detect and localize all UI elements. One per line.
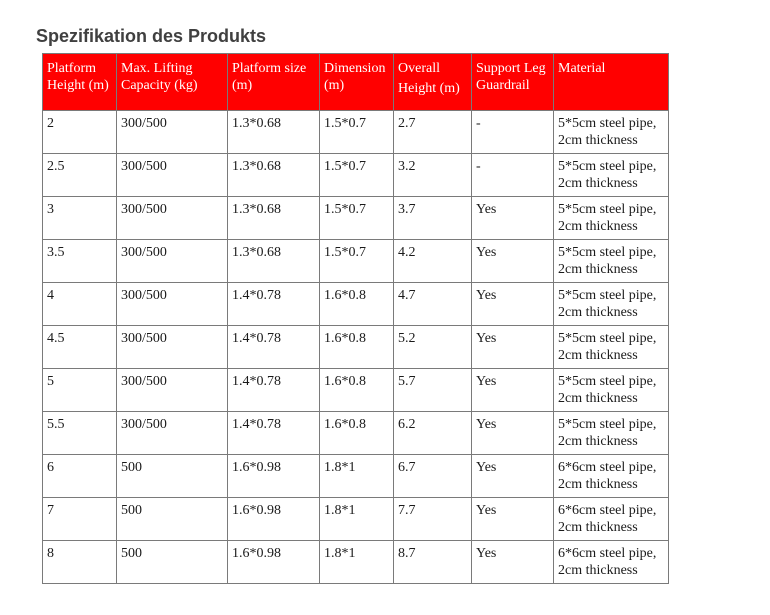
cell-platform-height: 7 (43, 498, 117, 541)
cell-support-leg-guardrail: Yes (472, 498, 554, 541)
cell-dimension: 1.5*0.7 (320, 197, 394, 240)
header-platform-height: Platform Height (m) (43, 54, 117, 111)
cell-platform-size: 1.3*0.68 (228, 240, 320, 283)
table-row (43, 455, 669, 498)
cell-overall-height: 7.7 (394, 498, 472, 541)
cell-max-lifting-capacity: 300/500 (117, 111, 228, 154)
cell-platform-size: 1.6*0.98 (228, 455, 320, 498)
cell-platform-size: 1.3*0.68 (228, 154, 320, 197)
header-max-lifting-capacity: Max. Lifting Capacity (kg) (117, 54, 228, 111)
material-line-1: 5*5cm steel pipe, (558, 288, 657, 303)
table-row (43, 283, 669, 326)
cell-max-lifting-capacity: 300/500 (117, 154, 228, 197)
material-line-1: 5*5cm steel pipe, (558, 374, 657, 389)
material-line-1: 6*6cm steel pipe, (558, 546, 657, 561)
material-line-1: 6*6cm steel pipe, (558, 503, 657, 518)
table-row (43, 541, 669, 584)
cell-dimension: 1.5*0.7 (320, 240, 394, 283)
material-line-2: 2cm thickness (558, 262, 638, 277)
cell-overall-height: 5.7 (394, 369, 472, 412)
table-row (43, 154, 669, 197)
cell-platform-size: 1.4*0.78 (228, 283, 320, 326)
cell-support-leg-guardrail: Yes (472, 455, 554, 498)
material-line-1: 6*6cm steel pipe, (558, 460, 657, 475)
cell-overall-height: 5.2 (394, 326, 472, 369)
cell-max-lifting-capacity: 500 (117, 541, 228, 584)
material-line-2: 2cm thickness (558, 477, 638, 492)
cell-material (554, 369, 669, 412)
cell-dimension: 1.5*0.7 (320, 111, 394, 154)
cell-material (554, 455, 669, 498)
table-row (43, 369, 669, 412)
table-row (43, 111, 669, 154)
cell-dimension: 1.6*0.8 (320, 283, 394, 326)
cell-support-leg-guardrail: Yes (472, 541, 554, 584)
cell-platform-size: 1.6*0.98 (228, 498, 320, 541)
cell-material (554, 111, 669, 154)
header-material: Material (554, 54, 669, 111)
cell-platform-size: 1.3*0.68 (228, 197, 320, 240)
cell-platform-height: 3.5 (43, 240, 117, 283)
header-platform-size: Platform size (m) (228, 54, 320, 111)
cell-overall-height: 8.7 (394, 541, 472, 584)
material-line-1: 5*5cm steel pipe, (558, 116, 657, 131)
cell-platform-height: 2.5 (43, 154, 117, 197)
cell-max-lifting-capacity: 300/500 (117, 412, 228, 455)
cell-material (554, 326, 669, 369)
cell-overall-height: 6.7 (394, 455, 472, 498)
spec-table (42, 53, 669, 584)
cell-overall-height: 4.7 (394, 283, 472, 326)
cell-support-leg-guardrail: - (472, 154, 554, 197)
material-line-1: 5*5cm steel pipe, (558, 417, 657, 432)
cell-max-lifting-capacity: 500 (117, 498, 228, 541)
cell-dimension: 1.8*1 (320, 455, 394, 498)
table-row (43, 197, 669, 240)
cell-material (554, 541, 669, 584)
cell-max-lifting-capacity: 500 (117, 455, 228, 498)
cell-platform-height: 3 (43, 197, 117, 240)
cell-dimension: 1.8*1 (320, 498, 394, 541)
material-line-2: 2cm thickness (558, 219, 638, 234)
material-line-2: 2cm thickness (558, 176, 638, 191)
cell-dimension: 1.6*0.8 (320, 412, 394, 455)
cell-platform-height: 5.5 (43, 412, 117, 455)
cell-platform-height: 8 (43, 541, 117, 584)
cell-overall-height: 3.2 (394, 154, 472, 197)
material-line-1: 5*5cm steel pipe, (558, 331, 657, 346)
cell-support-leg-guardrail: Yes (472, 326, 554, 369)
cell-overall-height: 4.2 (394, 240, 472, 283)
cell-support-leg-guardrail: Yes (472, 369, 554, 412)
cell-platform-size: 1.3*0.68 (228, 111, 320, 154)
material-line-1: 5*5cm steel pipe, (558, 159, 657, 174)
cell-dimension: 1.6*0.8 (320, 369, 394, 412)
cell-dimension: 1.6*0.8 (320, 326, 394, 369)
material-line-1: 5*5cm steel pipe, (558, 245, 657, 260)
header-overall-height: Overall Height (m) (394, 54, 472, 111)
cell-max-lifting-capacity: 300/500 (117, 283, 228, 326)
cell-platform-size: 1.4*0.78 (228, 326, 320, 369)
cell-dimension: 1.5*0.7 (320, 154, 394, 197)
cell-support-leg-guardrail: - (472, 111, 554, 154)
cell-platform-size: 1.6*0.98 (228, 541, 320, 584)
cell-platform-size: 1.4*0.78 (228, 412, 320, 455)
cell-material (554, 154, 669, 197)
cell-platform-size: 1.4*0.78 (228, 369, 320, 412)
cell-material (554, 240, 669, 283)
table-row (43, 240, 669, 283)
cell-platform-height: 4.5 (43, 326, 117, 369)
cell-platform-height: 6 (43, 455, 117, 498)
material-line-2: 2cm thickness (558, 434, 638, 449)
cell-material (554, 197, 669, 240)
table-row (43, 412, 669, 455)
material-line-2: 2cm thickness (558, 305, 638, 320)
table-header (43, 54, 669, 111)
cell-platform-height: 2 (43, 111, 117, 154)
page-title: Spezifikation des Produkts (36, 26, 267, 46)
cell-overall-height: 2.7 (394, 111, 472, 154)
cell-max-lifting-capacity: 300/500 (117, 369, 228, 412)
material-line-1: 5*5cm steel pipe, (558, 202, 657, 217)
cell-material (554, 498, 669, 541)
header-row (43, 54, 669, 111)
cell-overall-height: 3.7 (394, 197, 472, 240)
cell-max-lifting-capacity: 300/500 (117, 240, 228, 283)
table-row (43, 498, 669, 541)
material-line-2: 2cm thickness (558, 520, 638, 535)
cell-support-leg-guardrail: Yes (472, 240, 554, 283)
material-line-2: 2cm thickness (558, 391, 638, 406)
table-body (43, 111, 669, 584)
header-dimension: Dimension (m) (320, 54, 394, 111)
cell-material (554, 412, 669, 455)
material-line-2: 2cm thickness (558, 563, 638, 578)
cell-overall-height: 6.2 (394, 412, 472, 455)
cell-dimension: 1.8*1 (320, 541, 394, 584)
material-line-2: 2cm thickness (558, 348, 638, 363)
cell-platform-height: 5 (43, 369, 117, 412)
cell-support-leg-guardrail: Yes (472, 197, 554, 240)
cell-max-lifting-capacity: 300/500 (117, 326, 228, 369)
cell-material (554, 283, 669, 326)
material-line-2: 2cm thickness (558, 133, 638, 148)
cell-support-leg-guardrail: Yes (472, 283, 554, 326)
cell-support-leg-guardrail: Yes (472, 412, 554, 455)
header-support-leg-guardrail: Support Leg Guardrail (472, 54, 554, 111)
cell-max-lifting-capacity: 300/500 (117, 197, 228, 240)
table-row (43, 326, 669, 369)
cell-platform-height: 4 (43, 283, 117, 326)
